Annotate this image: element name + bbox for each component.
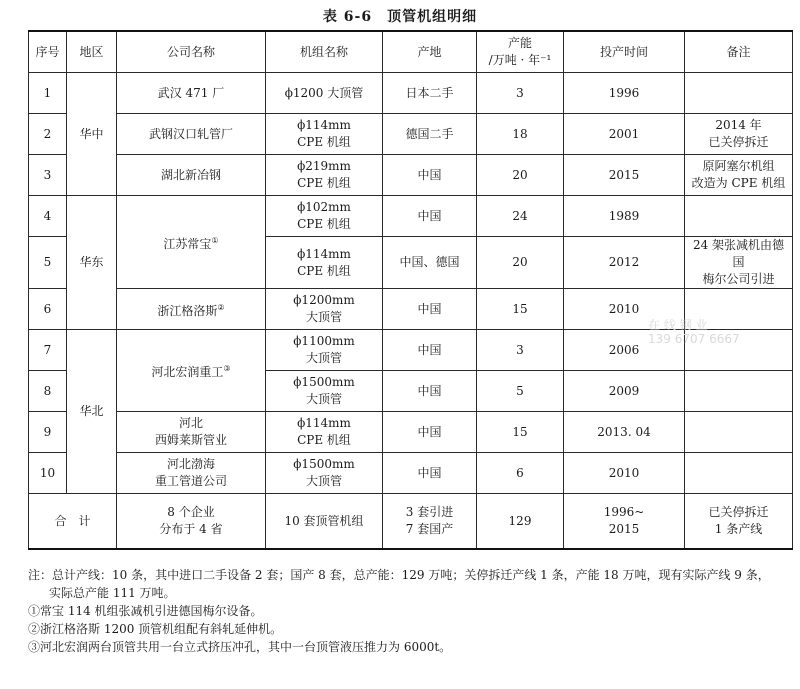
cell-remark [685,73,793,114]
cell-origin: 日本二手 [383,73,477,114]
header-origin: 产地 [383,31,477,73]
cell-company: 河北宏润重工③ [117,330,266,412]
cell-remark: 原阿塞尔机组 改造为 CPE 机组 [685,155,793,196]
cell-no: 8 [29,371,67,412]
cell-start: 1996 [564,73,685,114]
total-unit: 10 套顶管机组 [266,494,383,550]
cell-origin: 中国 [383,330,477,371]
cell-start: 2015 [564,155,685,196]
cell-no: 6 [29,289,67,330]
cell-no: 2 [29,114,67,155]
cell-capacity: 15 [477,412,564,453]
watermark: 在 线 钢 业 139 6707 6667 [648,318,740,346]
table-row [29,155,793,196]
cell-unit: ϕ1200mm 大顶管 [266,289,383,330]
cell-remark [685,412,793,453]
cell-company: 河北渤海 重工管道公司 [117,453,266,494]
cell-origin: 中国 [383,412,477,453]
table-title: 表 6-6 顶管机组明细 [322,9,478,25]
total-company: 8 个企业 分布于 4 省 [117,494,266,550]
cell-region: 华北 [67,330,117,494]
header-remark: 备注 [685,31,793,73]
cell-start: 2012 [564,237,685,289]
footnote-mark: ② [217,302,225,312]
cell-start: 2009 [564,371,685,412]
cell-capacity: 3 [477,330,564,371]
cell-company: 武汉 471 厂 [117,73,266,114]
cell-start: 2001 [564,114,685,155]
cell-origin: 中国 [383,289,477,330]
cell-origin: 德国二手 [383,114,477,155]
cell-company: 浙江格洛斯② [117,289,266,330]
cell-start: 2010 [564,453,685,494]
cell-remark [685,371,793,412]
total-origin: 3 套引进 7 套国产 [383,494,477,550]
cell-unit: ϕ1200 大顶管 [266,73,383,114]
cell-start: 2010 [564,289,685,330]
cell-origin: 中国 [383,196,477,237]
cell-origin: 中国 [383,371,477,412]
header-unit: 机组名称 [266,31,383,73]
cell-capacity: 20 [477,237,564,289]
cell-remark [685,196,793,237]
note-main: 注：总计产线：10 条，其中进口二手设备 2 套；国产 8 套，总产能：129 万吨；关停拆迁产线 1 条，产能 18 万吨，现有实际产线 9 条， [28,568,770,582]
cell-remark [685,453,793,494]
cell-origin: 中国 [383,155,477,196]
note-3: ③河北宏润两台顶管共用一台立式挤压冲孔，其中一台顶管液压推力为 6000t。 [28,640,452,654]
cell-capacity: 20 [477,155,564,196]
cell-capacity: 5 [477,371,564,412]
cell-capacity: 6 [477,453,564,494]
cell-unit: ϕ1100mm 大顶管 [266,330,383,371]
cell-start: 1989 [564,196,685,237]
total-row [29,494,793,550]
cell-no: 4 [29,196,67,237]
cell-remark: 2014 年 已关停拆迁 [685,114,793,155]
cell-no: 7 [29,330,67,371]
cell-company: 江苏常宝① [117,196,266,289]
cell-region: 华中 [67,73,117,196]
note-main-cont: 实际总产能 111 万吨。 [49,586,176,600]
cell-unit: ϕ114mm CPE 机组 [266,114,383,155]
cell-region: 华东 [67,196,117,330]
total-label: 合 计 [29,494,117,550]
header-start: 投产时间 [564,31,685,73]
total-capacity: 129 [477,494,564,550]
note-2: ②浙江格洛斯 1200 顶管机组配有斜轧延伸机。 [28,622,283,636]
cell-company: 武钢汉口轧管厂 [117,114,266,155]
cell-capacity: 3 [477,73,564,114]
table-row [29,73,793,114]
footnote-mark: ③ [223,364,231,373]
cell-unit: ϕ114mm CPE 机组 [266,412,383,453]
total-remark: 已关停拆迁 1 条产线 [685,494,793,550]
cell-unit: ϕ102mm CPE 机组 [266,196,383,237]
header-no: 序号 [29,31,67,73]
cell-no: 5 [29,237,67,289]
note-1: ①常宝 114 机组张减机引进德国梅尔设备。 [28,604,263,618]
table-row [29,453,793,494]
table-notes [28,566,792,656]
header-capacity: 产能 /万吨 · 年⁻¹ [477,31,564,73]
cell-unit: ϕ114mm CPE 机组 [266,237,383,289]
table-row [29,412,793,453]
cell-capacity: 15 [477,289,564,330]
cell-no: 9 [29,412,67,453]
cell-no: 1 [29,73,67,114]
table-row [29,114,793,155]
cell-origin: 中国、德国 [383,237,477,289]
cell-unit: ϕ1500mm 大顶管 [266,453,383,494]
footnote-mark: ① [211,235,219,245]
cell-start: 2006 [564,330,685,371]
cell-unit: ϕ219mm CPE 机组 [266,155,383,196]
header-row [29,31,793,73]
unit-table [28,30,793,550]
cell-unit: ϕ1500mm 大顶管 [266,371,383,412]
table-row [29,196,793,237]
cell-capacity: 24 [477,196,564,237]
total-start: 1996~ 2015 [564,494,685,550]
cell-remark: 24 架张减机由德国 梅尔公司引进 [685,237,793,289]
cell-origin: 中国 [383,453,477,494]
cell-capacity: 18 [477,114,564,155]
cell-company: 河北 西姆莱斯管业 [117,412,266,453]
cell-no: 10 [29,453,67,494]
cell-start: 2013. 04 [564,412,685,453]
cell-no: 3 [29,155,67,196]
header-company: 公司名称 [117,31,266,73]
header-region: 地区 [67,31,117,73]
cell-company: 湖北新冶钢 [117,155,266,196]
